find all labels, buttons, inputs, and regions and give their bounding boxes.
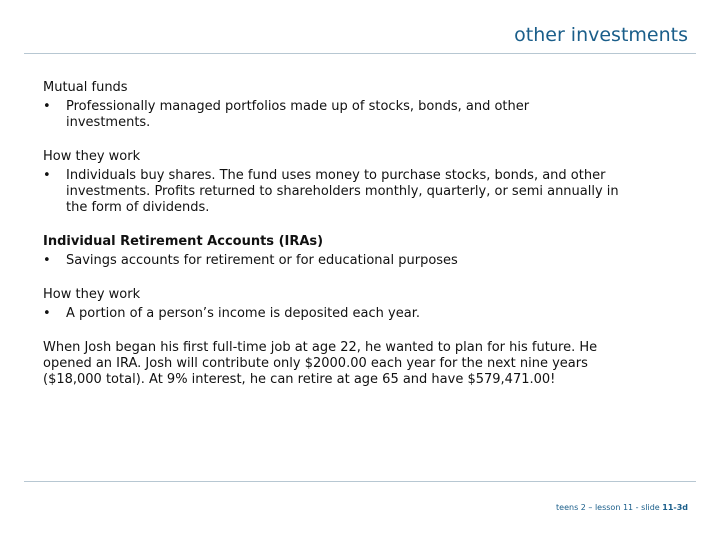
section-how-mutual-funds-work xyxy=(43,149,663,216)
bullet-icon: • xyxy=(43,99,51,114)
bullet-text: Professionally managed portfolios made up of stocks, bonds, and other investments. xyxy=(66,99,530,130)
footer-label: teens 2 – lesson 11 - slide xyxy=(556,503,663,512)
bullet-text: Savings accounts for retirement or for educational purposes xyxy=(66,253,458,268)
bullet-text: Individuals buy shares. The fund uses money to purchase stocks, bonds, and other investments. Profits returned to shareholders monthly, quarterly, or semi annually in the form of dividends. xyxy=(66,168,619,215)
bottom-divider xyxy=(24,481,696,482)
bullet-item xyxy=(43,306,663,322)
slide-footer xyxy=(556,503,688,512)
section-iras xyxy=(43,234,663,269)
slide-body xyxy=(43,80,663,388)
bullet-item xyxy=(43,253,663,269)
section-mutual-funds xyxy=(43,80,663,131)
bullet-icon: • xyxy=(43,168,51,183)
section-heading: Individual Retirement Accounts (IRAs) xyxy=(43,234,324,249)
slide-number: 11-3d xyxy=(662,503,688,512)
bullet-item xyxy=(43,99,663,131)
section-heading: How they work xyxy=(43,149,141,164)
bullet-text: A portion of a person’s income is deposited each year. xyxy=(66,306,420,321)
ira-example-paragraph: When Josh began his first full-time job at age 22, he wanted to plan for his future. He opened an IRA. Josh will contribute only $2000.00 each year for the next nine years ($18,000 total). At 9% interest, he can retire at age 65 and have $579,471.00! xyxy=(43,340,598,387)
bullet-icon: • xyxy=(43,306,51,321)
section-heading: Mutual funds xyxy=(43,80,128,95)
top-divider xyxy=(24,53,696,54)
section-how-iras-work xyxy=(43,287,663,322)
slide-title: other investments xyxy=(514,24,688,46)
bullet-item xyxy=(43,168,663,216)
bullet-icon: • xyxy=(43,253,51,268)
section-heading: How they work xyxy=(43,287,141,302)
